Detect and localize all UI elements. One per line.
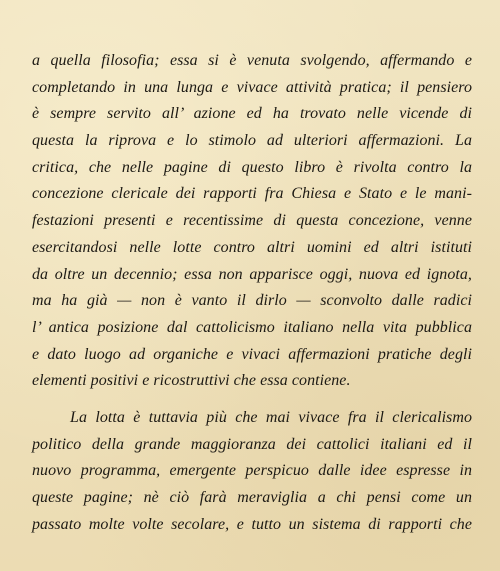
text-line: critica, che nelle pagine di questo libro è rivolta contro la: [32, 158, 472, 176]
text-line: elementi positivi e ricostruttivi che essa contiene.: [32, 372, 351, 390]
body-text: [32, 48, 472, 538]
text-line: questa la riprova e lo stimolo ad ulteriori affermazioni. La: [32, 132, 472, 150]
text-line: ma ha già — non è vanto il dirlo — sconvolto dalle radici: [32, 292, 472, 310]
text-line: è sempre servito all’ azione ed ha trovato nelle vicende di: [32, 105, 472, 123]
text-line: a quella filosofia; essa si è venuta svolgendo, affermando e: [32, 52, 472, 69]
paragraph-1: [32, 48, 472, 395]
text-line: festazioni presenti e recentissime di questa concezione, venne: [32, 212, 472, 230]
paragraph-2: [32, 405, 472, 538]
text-line: La lotta è tuttavia più che mai vivace fra il clericalismo: [70, 408, 472, 426]
text-line: politico della grande maggioranza dei cattolici italiani ed il: [32, 435, 472, 453]
text-line: l’ antica posizione dal cattolicismo italiano nella vita pubblica: [32, 318, 472, 336]
text-line: queste pagine; nè ciò farà meraviglia a chi pensi come un: [32, 489, 472, 506]
text-line: esercitandosi nelle lotte contro altri uomini ed altri istituti: [32, 238, 472, 256]
text-line: concezione clericale dei rapporti fra Chiesa e Stato e le mani-: [32, 185, 472, 203]
text-line: completando in una lunga e vivace attività pratica; il pensiero: [32, 78, 472, 96]
text-line: e dato luogo ad organiche e vivaci affermazioni pratiche degli: [32, 345, 472, 363]
text-line: passato molte volte secolare, e tutto un sistema di rapporti che: [32, 515, 472, 533]
text-line: da oltre un decennio; essa non apparisce oggi, nuova ed ignota,: [32, 265, 472, 283]
text-line: nuovo programma, emergente perspicuo dalle idee espresse in: [32, 462, 472, 480]
paragraph-gap: [32, 395, 472, 405]
